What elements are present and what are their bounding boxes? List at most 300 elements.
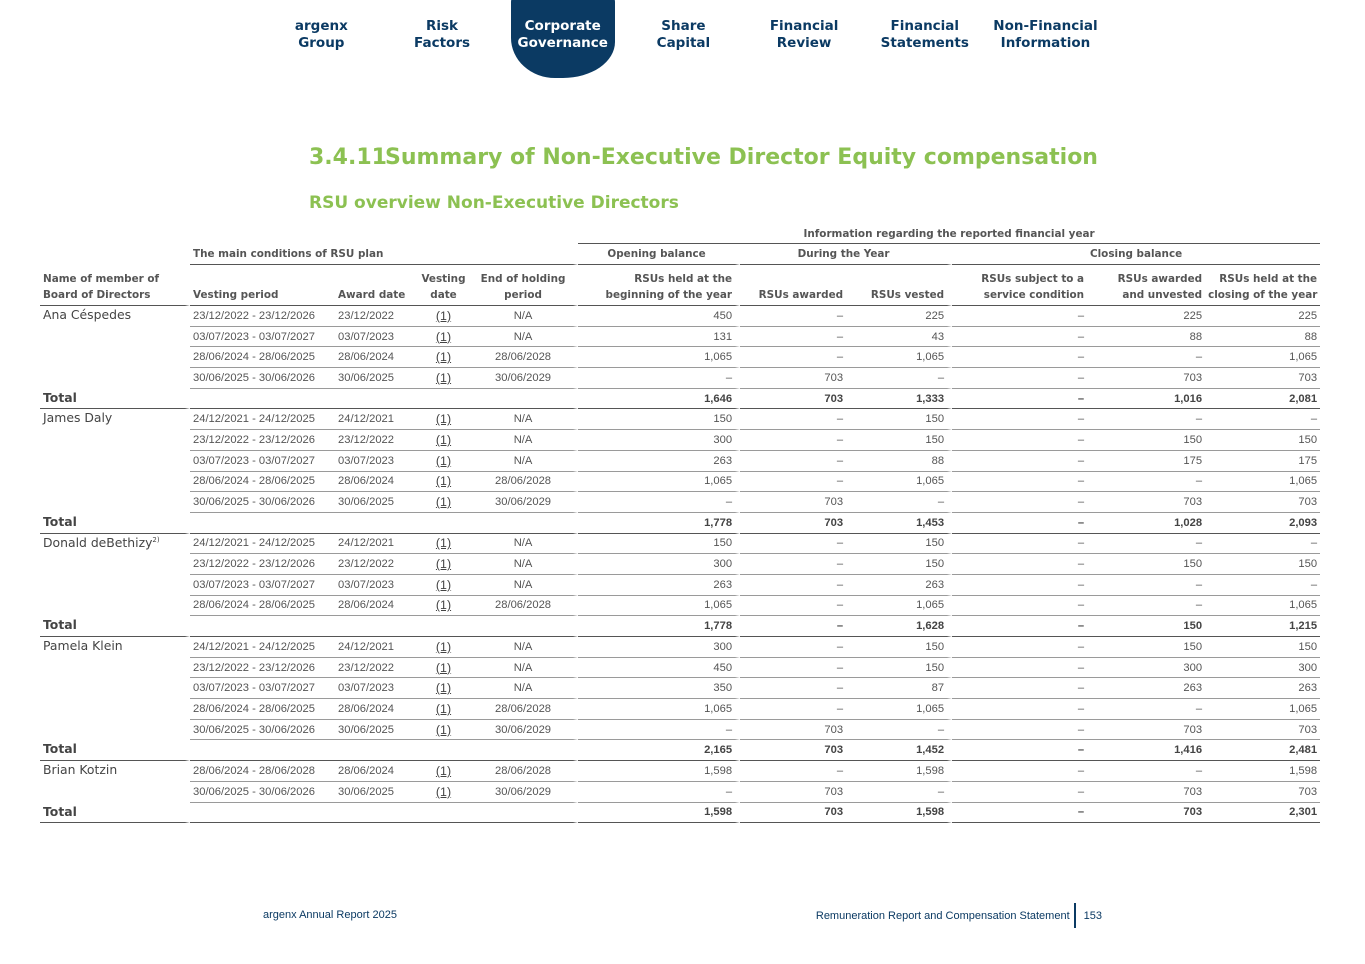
table-cell: 28/06/2024 [335, 596, 414, 617]
vesting-date-link[interactable]: (1) [435, 577, 452, 592]
total-cell: 703 [740, 513, 846, 534]
table-cell: 1,065 [846, 347, 952, 368]
table-cell: 263 [1205, 678, 1320, 699]
table-cell: 225 [1087, 306, 1205, 327]
table-cell: 23/12/2022 - 23/12/2026 [190, 430, 335, 451]
page-number: 153 [1083, 909, 1102, 922]
column-header [740, 265, 846, 306]
table-cell: 28/06/2028 [473, 347, 578, 368]
table-cell: 131 [578, 327, 740, 348]
table-cell: 350 [578, 678, 740, 699]
nav-tab-6[interactable] [985, 0, 1106, 80]
table-cell: – [846, 720, 952, 741]
table-cell: N/A [473, 306, 578, 327]
total-cell: 2,093 [1205, 513, 1320, 534]
table-cell: – [952, 306, 1087, 327]
table-cell: – [952, 575, 1087, 596]
table-cell: 23/12/2022 [335, 658, 414, 679]
column-header-line2: RSUs awarded [758, 289, 844, 301]
table-cell: – [740, 761, 846, 782]
footnote-marker: 2) [152, 535, 160, 544]
column-header-line2: Vesting period [193, 289, 279, 301]
total-cell: – [952, 740, 1087, 761]
table-cell: – [1087, 699, 1205, 720]
table-cell: 703 [1087, 720, 1205, 741]
table-cell: 28/06/2024 [335, 347, 414, 368]
table-cell: – [952, 472, 1087, 493]
table-cell: – [740, 451, 846, 472]
director-name [40, 637, 190, 740]
total-cell: 703 [740, 389, 846, 410]
table-cell: N/A [473, 430, 578, 451]
column-header [846, 265, 952, 306]
table-cell: 30/06/2025 - 30/06/2026 [190, 782, 335, 803]
table-cell: N/A [473, 534, 578, 555]
table-cell: 88 [1205, 327, 1320, 348]
table-cell: 150 [1087, 430, 1205, 451]
table-cell: 87 [846, 678, 952, 699]
empty-cell [335, 740, 414, 761]
table-cell: 03/07/2023 [335, 451, 414, 472]
table-cell: 1,598 [1205, 761, 1320, 782]
table-cell: 300 [578, 430, 740, 451]
table-cell: – [952, 554, 1087, 575]
table-row [40, 492, 1320, 513]
total-cell: 2,481 [1205, 740, 1320, 761]
table-row [40, 637, 1320, 658]
empty-cell [473, 803, 578, 824]
table-cell: 300 [1087, 658, 1205, 679]
vesting-date-link[interactable]: (1) [435, 350, 452, 365]
table-cell: – [740, 658, 846, 679]
total-cell: 1,016 [1087, 389, 1205, 410]
vesting-date-link[interactable]: (1) [435, 639, 452, 654]
nav-tab-3[interactable] [623, 0, 744, 80]
table-row [40, 451, 1320, 472]
total-row [40, 740, 1320, 761]
empty-cell [414, 740, 473, 761]
table-cell: 23/12/2022 - 23/12/2026 [190, 658, 335, 679]
column-header [190, 265, 335, 306]
table-cell: 28/06/2024 [335, 472, 414, 493]
table-cell: 225 [1205, 306, 1320, 327]
top-navigation [261, 0, 1106, 80]
table-cell: – [952, 699, 1087, 720]
column-header [40, 265, 190, 306]
table-cell: N/A [473, 451, 578, 472]
table-cell: N/A [473, 678, 578, 699]
table-cell: 28/06/2024 - 28/06/2028 [190, 761, 335, 782]
table-cell: – [1087, 347, 1205, 368]
empty-cell [190, 389, 335, 410]
vesting-date-link[interactable]: (1) [435, 598, 452, 613]
total-cell: 1,453 [846, 513, 952, 534]
director-name-text: Donald deBethizy [43, 534, 153, 550]
vesting-date-link[interactable]: (1) [435, 308, 452, 323]
vesting-date-link[interactable]: (1) [435, 784, 452, 799]
table-cell: 150 [846, 658, 952, 679]
table-cell: 23/12/2022 [335, 430, 414, 451]
table-cell: 30/06/2029 [473, 782, 578, 803]
column-header-line2: service condition [983, 289, 1085, 301]
total-cell: 1,333 [846, 389, 952, 410]
table-cell: 1,065 [578, 472, 740, 493]
nav-tab-label-line1: Corporate [524, 18, 601, 34]
column-header [952, 265, 1087, 306]
empty-cell [414, 803, 473, 824]
vesting-date-link[interactable]: (1) [435, 681, 452, 696]
table-cell: – [578, 368, 740, 389]
table-cell: 30/06/2025 - 30/06/2026 [190, 720, 335, 741]
table-row [40, 327, 1320, 348]
table-cell: 03/07/2023 [335, 678, 414, 699]
vesting-date-link[interactable]: (1) [435, 660, 452, 675]
total-cell: 2,081 [1205, 389, 1320, 410]
column-header-line1 [193, 271, 332, 287]
table-cell [414, 368, 473, 389]
table-cell: – [740, 327, 846, 348]
table-cell: 88 [846, 451, 952, 472]
column-header-line2: date [430, 289, 457, 301]
table-cell: 150 [1205, 637, 1320, 658]
column-header-line1: RSUs held at the [1219, 273, 1318, 285]
table-cell [414, 409, 473, 430]
table-cell: – [1087, 761, 1205, 782]
table-cell: 703 [1087, 368, 1205, 389]
table-cell: 450 [578, 658, 740, 679]
table-cell: – [952, 637, 1087, 658]
nav-tab-0[interactable] [261, 0, 382, 80]
table-cell: – [740, 347, 846, 368]
nav-tab-label-line1: argenx [294, 18, 348, 34]
table-cell: – [1205, 575, 1320, 596]
table-cell: 450 [578, 306, 740, 327]
table-cell: – [846, 492, 952, 513]
table-cell: – [740, 637, 846, 658]
table-cell: 703 [1205, 782, 1320, 803]
table-cell: – [740, 306, 846, 327]
director-name [40, 409, 190, 512]
table-cell: 703 [740, 368, 846, 389]
nav-tab-4[interactable] [744, 0, 865, 80]
table-row [40, 554, 1320, 575]
header-info: Information regarding the reported financial year [578, 224, 1320, 244]
table-cell: – [952, 409, 1087, 430]
empty-cell [473, 513, 578, 534]
table-cell: 150 [1087, 637, 1205, 658]
vesting-date-link[interactable]: (1) [435, 432, 452, 447]
table-cell: 1,598 [578, 761, 740, 782]
table-cell: 263 [1087, 678, 1205, 699]
table-cell: N/A [473, 327, 578, 348]
nav-tab-label-line1: Risk [426, 18, 459, 34]
empty-cell [473, 389, 578, 410]
empty-cell [190, 740, 335, 761]
table-cell [414, 637, 473, 658]
column-header-line2: Board of Directors [43, 289, 151, 301]
table-cell: 43 [846, 327, 952, 348]
table-cell: 703 [1205, 720, 1320, 741]
table-cell: 03/07/2023 - 03/07/2027 [190, 451, 335, 472]
vesting-date-link[interactable]: (1) [435, 453, 452, 468]
footer-section [816, 903, 1102, 928]
table-cell [414, 534, 473, 555]
nav-tab-label-line2: Review [776, 35, 832, 51]
column-header-line1: RSUs awarded [1117, 273, 1203, 285]
table-cell: – [846, 782, 952, 803]
table-cell: 150 [846, 534, 952, 555]
table-cell: 23/12/2022 [335, 554, 414, 575]
vesting-date-link[interactable]: (1) [435, 370, 452, 385]
table-cell: – [952, 492, 1087, 513]
table-cell: 1,065 [1205, 699, 1320, 720]
table-cell: – [952, 327, 1087, 348]
nav-tab-2[interactable] [502, 0, 623, 80]
table-cell: – [952, 678, 1087, 699]
table-cell: 150 [846, 409, 952, 430]
table-cell: 300 [578, 637, 740, 658]
table-cell: – [952, 782, 1087, 803]
table-cell: 28/06/2028 [473, 761, 578, 782]
table-cell: 30/06/2029 [473, 492, 578, 513]
table-cell: 703 [740, 782, 846, 803]
table-cell: 150 [1087, 554, 1205, 575]
table-row [40, 761, 1320, 782]
total-cell: 703 [740, 803, 846, 824]
column-header [1205, 265, 1320, 306]
total-cell: 703 [1087, 803, 1205, 824]
table-row [40, 430, 1320, 451]
nav-tab-label [295, 18, 348, 80]
table-cell: – [578, 782, 740, 803]
table-cell: 703 [1087, 492, 1205, 513]
table-cell: N/A [473, 575, 578, 596]
total-label: Total [40, 513, 190, 534]
total-cell: – [952, 616, 1087, 637]
vesting-date-link[interactable]: (1) [435, 557, 452, 572]
table-cell: N/A [473, 554, 578, 575]
table-cell: 1,065 [846, 472, 952, 493]
table-cell: 1,065 [578, 596, 740, 617]
total-cell: 1,028 [1087, 513, 1205, 534]
table-cell: 263 [578, 575, 740, 596]
table-cell: – [1205, 409, 1320, 430]
empty-cell [335, 513, 414, 534]
table-cell: – [740, 678, 846, 699]
vesting-date-link[interactable]: (1) [435, 329, 452, 344]
total-cell: – [952, 389, 1087, 410]
table-cell: 175 [1087, 451, 1205, 472]
table-cell: 30/06/2025 [335, 782, 414, 803]
table-cell: – [952, 534, 1087, 555]
table-cell: 28/06/2028 [473, 596, 578, 617]
table-row [40, 678, 1320, 699]
table-cell: – [578, 492, 740, 513]
empty-cell [414, 513, 473, 534]
table-cell: – [1087, 534, 1205, 555]
total-cell: 703 [740, 740, 846, 761]
column-header [1087, 265, 1205, 306]
director-name-text: Pamela Klein [43, 638, 123, 653]
table-row [40, 306, 1320, 327]
table-cell: N/A [473, 658, 578, 679]
table-cell: – [740, 575, 846, 596]
table-cell: 703 [1087, 782, 1205, 803]
table-cell: 23/12/2022 - 23/12/2026 [190, 554, 335, 575]
table-cell: 28/06/2028 [473, 472, 578, 493]
table-cell: 28/06/2024 [335, 761, 414, 782]
table-cell: 28/06/2024 - 28/06/2025 [190, 472, 335, 493]
footer-section-title: Remuneration Report and Compensation Statement [815, 909, 1070, 922]
table-cell: – [740, 534, 846, 555]
column-header-line1: End of holding [480, 273, 566, 285]
table-cell [414, 472, 473, 493]
nav-tab-label [657, 18, 711, 80]
table-row [40, 575, 1320, 596]
table-cell [414, 575, 473, 596]
nav-tab-label-line2: Statements [880, 35, 969, 51]
table-cell: – [740, 430, 846, 451]
empty-cell [190, 513, 335, 534]
empty-cell [190, 803, 335, 824]
table-cell: 23/12/2022 [335, 306, 414, 327]
total-cell: 2,165 [578, 740, 740, 761]
table-cell: 1,598 [846, 761, 952, 782]
total-cell: 1,628 [846, 616, 952, 637]
table-row [40, 347, 1320, 368]
total-row [40, 389, 1320, 410]
footer-divider [1074, 903, 1076, 928]
total-label: Total [40, 389, 190, 410]
table-cell: – [952, 720, 1087, 741]
table-cell: 150 [1205, 554, 1320, 575]
nav-tab-label-line2: Information [1000, 35, 1091, 51]
table-cell: 1,065 [1205, 347, 1320, 368]
column-header-line1: Vesting [421, 273, 466, 285]
empty-cell [190, 616, 335, 637]
nav-tab-label-line1: Financial [769, 18, 839, 34]
empty-cell [335, 616, 414, 637]
nav-tab-label-line1: Non-Financial [993, 18, 1098, 34]
total-row [40, 803, 1320, 824]
table-cell: 24/12/2021 [335, 637, 414, 658]
table-cell: – [846, 368, 952, 389]
vesting-date-link[interactable]: (1) [435, 495, 452, 510]
table-cell: 30/06/2025 - 30/06/2026 [190, 368, 335, 389]
vesting-date-link[interactable]: (1) [435, 722, 452, 737]
column-header-line2: period [504, 289, 542, 301]
table-cell: 03/07/2023 - 03/07/2027 [190, 575, 335, 596]
table-cell: 263 [846, 575, 952, 596]
table-cell: 263 [578, 451, 740, 472]
table-cell: 28/06/2024 - 28/06/2025 [190, 347, 335, 368]
table-cell: 24/12/2021 - 24/12/2025 [190, 534, 335, 555]
table-cell: 30/06/2025 [335, 492, 414, 513]
nav-tab-label [517, 18, 607, 80]
table-cell: 28/06/2024 - 28/06/2025 [190, 699, 335, 720]
column-header-line2: beginning of the year [605, 289, 733, 301]
nav-tab-5[interactable] [864, 0, 985, 80]
table-cell: 30/06/2029 [473, 720, 578, 741]
table-cell: 24/12/2021 - 24/12/2025 [190, 409, 335, 430]
table-cell [414, 761, 473, 782]
table-cell: 150 [578, 534, 740, 555]
table-cell: 150 [1205, 430, 1320, 451]
table-cell: 300 [1205, 658, 1320, 679]
table-cell: 150 [846, 430, 952, 451]
nav-tab-label-line1: Financial [890, 18, 960, 34]
table-cell: – [952, 761, 1087, 782]
nav-tab-1[interactable] [382, 0, 503, 80]
table-cell: 1,065 [846, 699, 952, 720]
column-header-line1 [743, 271, 843, 287]
table-row [40, 409, 1320, 430]
table-cell: – [740, 596, 846, 617]
table-cell: 03/07/2023 [335, 575, 414, 596]
table-cell: – [740, 409, 846, 430]
table-cell: – [1087, 596, 1205, 617]
table-cell [414, 327, 473, 348]
footer-report-name: argenx Annual Report 2025 [263, 909, 397, 921]
column-header-line1: Name of member of [43, 273, 160, 285]
nav-tab-label-line2: Group [298, 35, 345, 51]
table-cell: – [740, 554, 846, 575]
table-cell [414, 678, 473, 699]
vesting-date-link[interactable]: (1) [435, 474, 452, 489]
table-cell: 28/06/2028 [473, 699, 578, 720]
nav-tab-label-line1: Share [661, 18, 706, 34]
table-cell: – [952, 451, 1087, 472]
table-cell: 175 [1205, 451, 1320, 472]
table-cell: – [740, 472, 846, 493]
table-cell: – [952, 596, 1087, 617]
table-cell: 703 [740, 492, 846, 513]
table-cell: 30/06/2025 - 30/06/2026 [190, 492, 335, 513]
director-name-text: James Daly [43, 410, 113, 426]
header-closing: Closing balance [952, 244, 1320, 265]
total-cell: – [952, 513, 1087, 534]
section-title: Summary of Non-Executive Director Equity compensation [385, 145, 1098, 170]
table-cell: 703 [1205, 368, 1320, 389]
table-cell: 1,065 [578, 347, 740, 368]
table-cell: 03/07/2023 [335, 327, 414, 348]
header-opening: Opening balance [578, 244, 740, 265]
column-header [335, 265, 414, 306]
nav-tab-label [993, 18, 1097, 80]
director-name [40, 534, 190, 617]
column-header-line1: RSUs subject to a [981, 273, 1085, 285]
vesting-date-link[interactable]: (1) [435, 763, 452, 778]
total-cell: 1,416 [1087, 740, 1205, 761]
table-cell [414, 658, 473, 679]
vesting-date-link[interactable]: (1) [435, 701, 452, 716]
table-row [40, 699, 1320, 720]
table-cell: – [740, 699, 846, 720]
table-cell: 225 [846, 306, 952, 327]
table-cell: 24/12/2021 [335, 409, 414, 430]
table-cell: 150 [846, 637, 952, 658]
table-cell [414, 492, 473, 513]
nav-tab-label [770, 18, 839, 80]
table-cell: 30/06/2025 [335, 720, 414, 741]
total-cell: 1,778 [578, 513, 740, 534]
total-label: Total [40, 616, 190, 637]
vesting-date-link[interactable]: (1) [435, 536, 452, 551]
vesting-date-link[interactable]: (1) [435, 412, 452, 427]
table-row [40, 534, 1320, 555]
table-cell: 703 [740, 720, 846, 741]
table-cell: 30/06/2029 [473, 368, 578, 389]
